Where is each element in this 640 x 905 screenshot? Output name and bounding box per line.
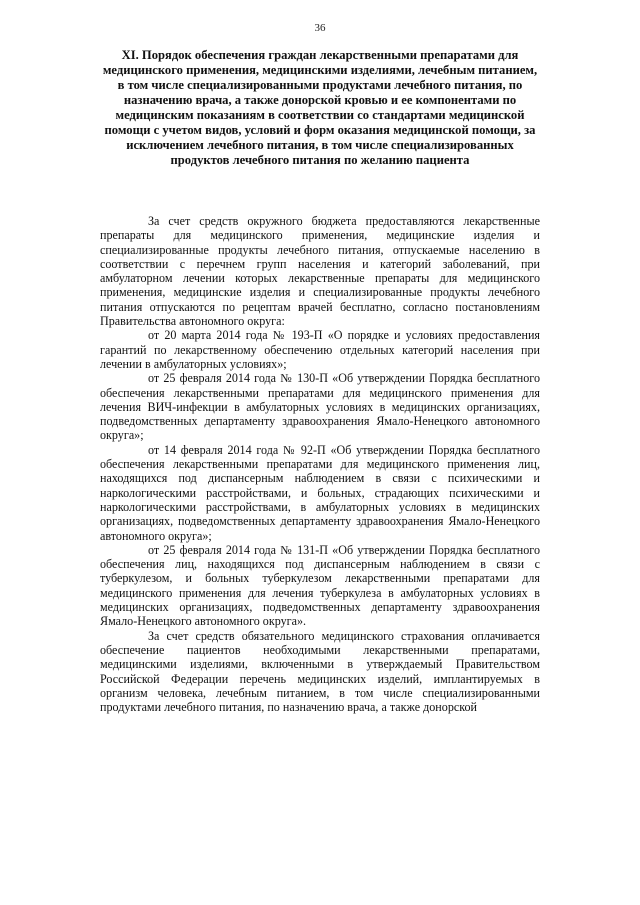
body-paragraph: За счет средств обязательного медицинского страхования оплачивается обеспечение пациентов необходимыми лекарственными препаратами, медицинскими изделиями, включенными в утверждаемый Правительством Российской Федерации перечень медицинских изделий, имплантируемых в организм человека, лечебным питанием, в том числе специализированными продуктами лечебного питания, по назначению врача, а также донорской <box>100 628 540 715</box>
resolution-item: от 20 марта 2014 года № 193-П «О порядке и условиях предоставления гарантий по лекарственному обеспечению отдельных категорий населения при лечении в амбулаторных условиях»; <box>100 328 540 371</box>
page-number: 36 <box>314 22 326 34</box>
resolution-item: от 25 февраля 2014 года № 131-П «Об утверждении Порядка бесплатного обеспечения лиц, находящихся под диспансерным наблюдением в связи с туберкулезом, и больных туберкулезом лекарственными препаратами для медицинского применения для лечения туберкулеза в амбулаторных условиях в медицинских организациях, подведомственных департаменту здравоохранения Ямало-Ненецкого автономного округа». <box>100 542 540 629</box>
resolution-item: от 25 февраля 2014 года № 130-П «Об утверждении Порядка бесплатного обеспечения лекарственными препаратами для медицинского применения для лечения ВИЧ-инфекции в амбулаторных условиях в медицинских организациях, подведомственных департаменту здравоохранения Ямало-Ненецкого автономного округа»; <box>100 371 540 443</box>
resolution-item: от 14 февраля 2014 года № 92-П «Об утверждении Порядка бесплатного обеспечения лекарственными препаратами для медицинского применения лиц, находящихся под диспансерным наблюдением в связи с психическими и наркологическими расстройствами, и больных, страдающих психическими и наркологическими расстройствами, в амбулаторных условиях в медицинских организациях, подведомственных департаменту здравоохранения Ямало-Ненецкого автономного округа»; <box>100 442 540 543</box>
section-heading: XI. Порядок обеспечения граждан лекарственными препаратами для медицинского применения, медицинскими изделиями, лечебным питанием, в том числе специализированными продуктами лечебного питания, по назначению врача, а также донорской кровью и ее компонентами по медицинским показаниям в соответствии со стандартами медицинской помощи с учетом видов, условий и форм оказания медицинской помощи, за исключением лечебного питания, в том числе специализированных продуктов лечебного питания по желанию пациента <box>102 48 538 167</box>
document-body <box>100 214 540 714</box>
body-paragraph: За счет средств окружного бюджета предоставляются лекарственные препараты для медицинского применения, медицинские изделия и специализированные продукты лечебного питания, отпускаемые населению в соответствии с перечнем групп населения и категорий заболеваний, при амбулаторном лечении которых лекарственные препараты для медицинского применения, медицинские изделия и специализированные продукты лечебного питания отпускаются по рецептам врачей бесплатно, согласно постановлениям Правительства автономного округа: <box>100 214 540 329</box>
